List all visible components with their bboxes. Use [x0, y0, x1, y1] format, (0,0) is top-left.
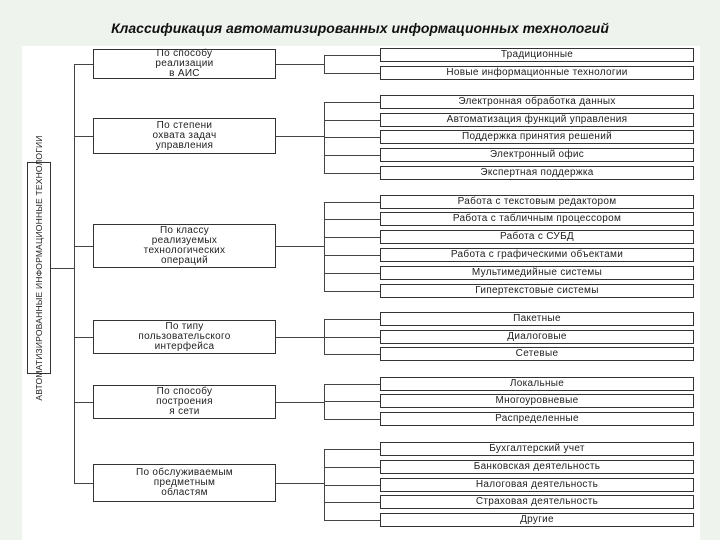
category-to-items-connector	[276, 64, 324, 65]
item-connector	[324, 384, 380, 385]
item-connector	[324, 273, 380, 274]
category-connector	[74, 337, 93, 338]
main-spine	[74, 64, 75, 484]
item-box: Банковская деятельность	[380, 460, 694, 474]
category-box: По типу пользовательского интерфейса	[93, 320, 276, 354]
item-connector	[324, 102, 380, 103]
root-label: АВТОМАТИЗИРОВАННЫЕ ИНФОРМАЦИОННЫЕ ТЕХНОЛОГИИ	[34, 135, 44, 401]
items-spine	[324, 55, 325, 74]
category-box: По обслуживаемым предметным областям	[93, 464, 276, 502]
category-box: По степени охвата задач управления	[93, 118, 276, 154]
item-box: Работа с графическими объектами	[380, 248, 694, 262]
root-node	[27, 135, 51, 401]
items-spine	[324, 384, 325, 420]
item-connector	[324, 291, 380, 292]
category-box: По способу построения я сети	[93, 385, 276, 419]
item-box: Традиционные	[380, 48, 694, 62]
item-box: Электронный офис	[380, 148, 694, 162]
item-box: Новые информационные технологии	[380, 66, 694, 80]
item-connector	[324, 502, 380, 503]
category-to-items-connector	[276, 402, 324, 403]
item-connector	[324, 55, 380, 56]
item-connector	[324, 219, 380, 220]
category-connector	[74, 136, 93, 137]
item-connector	[324, 319, 380, 320]
item-connector	[324, 255, 380, 256]
category-to-items-connector	[276, 337, 324, 338]
item-connector	[324, 401, 380, 402]
item-connector	[324, 467, 380, 468]
category-to-items-connector	[276, 136, 324, 137]
item-connector	[324, 419, 380, 420]
item-connector	[324, 120, 380, 121]
item-box: Сетевые	[380, 347, 694, 361]
item-connector	[324, 202, 380, 203]
item-connector	[324, 73, 380, 74]
item-box: Работа с СУБД	[380, 230, 694, 244]
category-connector	[74, 64, 93, 65]
item-connector	[324, 449, 380, 450]
item-box: Электронная обработка данных	[380, 95, 694, 109]
item-connector	[324, 354, 380, 355]
root-connector	[51, 268, 74, 269]
item-connector	[324, 520, 380, 521]
item-box: Страховая деятельность	[380, 495, 694, 509]
item-box: Мультимедийные системы	[380, 266, 694, 280]
items-spine	[324, 202, 325, 292]
item-box: Налоговая деятельность	[380, 478, 694, 492]
items-spine	[324, 102, 325, 174]
item-box: Диалоговые	[380, 330, 694, 344]
item-box: Гипертекстовые системы	[380, 284, 694, 298]
category-box: По способу реализации в АИС	[93, 49, 276, 79]
item-box: Другие	[380, 513, 694, 527]
item-connector	[324, 155, 380, 156]
item-box: Работа с табличным процессором	[380, 212, 694, 226]
item-box: Автоматизация функций управления	[380, 113, 694, 127]
item-box: Пакетные	[380, 312, 694, 326]
item-box: Бухгалтерский учет	[380, 442, 694, 456]
item-box: Поддержка принятия решений	[380, 130, 694, 144]
diagram-title: Классификация автоматизированных информационных технологий	[111, 20, 609, 36]
item-connector	[324, 237, 380, 238]
item-connector	[324, 137, 380, 138]
category-connector	[74, 483, 93, 484]
item-box: Локальные	[380, 377, 694, 391]
item-box: Экспертная поддержка	[380, 166, 694, 180]
category-box: По классу реализуемых технологических операций	[93, 224, 276, 268]
item-connector	[324, 485, 380, 486]
item-box: Распределенные	[380, 412, 694, 426]
item-connector	[324, 173, 380, 174]
item-box: Работа с текстовым редактором	[380, 195, 694, 209]
category-to-items-connector	[276, 246, 324, 247]
category-connector	[74, 402, 93, 403]
item-connector	[324, 337, 380, 338]
category-to-items-connector	[276, 483, 324, 484]
item-box: Многоуровневые	[380, 394, 694, 408]
category-connector	[74, 246, 93, 247]
